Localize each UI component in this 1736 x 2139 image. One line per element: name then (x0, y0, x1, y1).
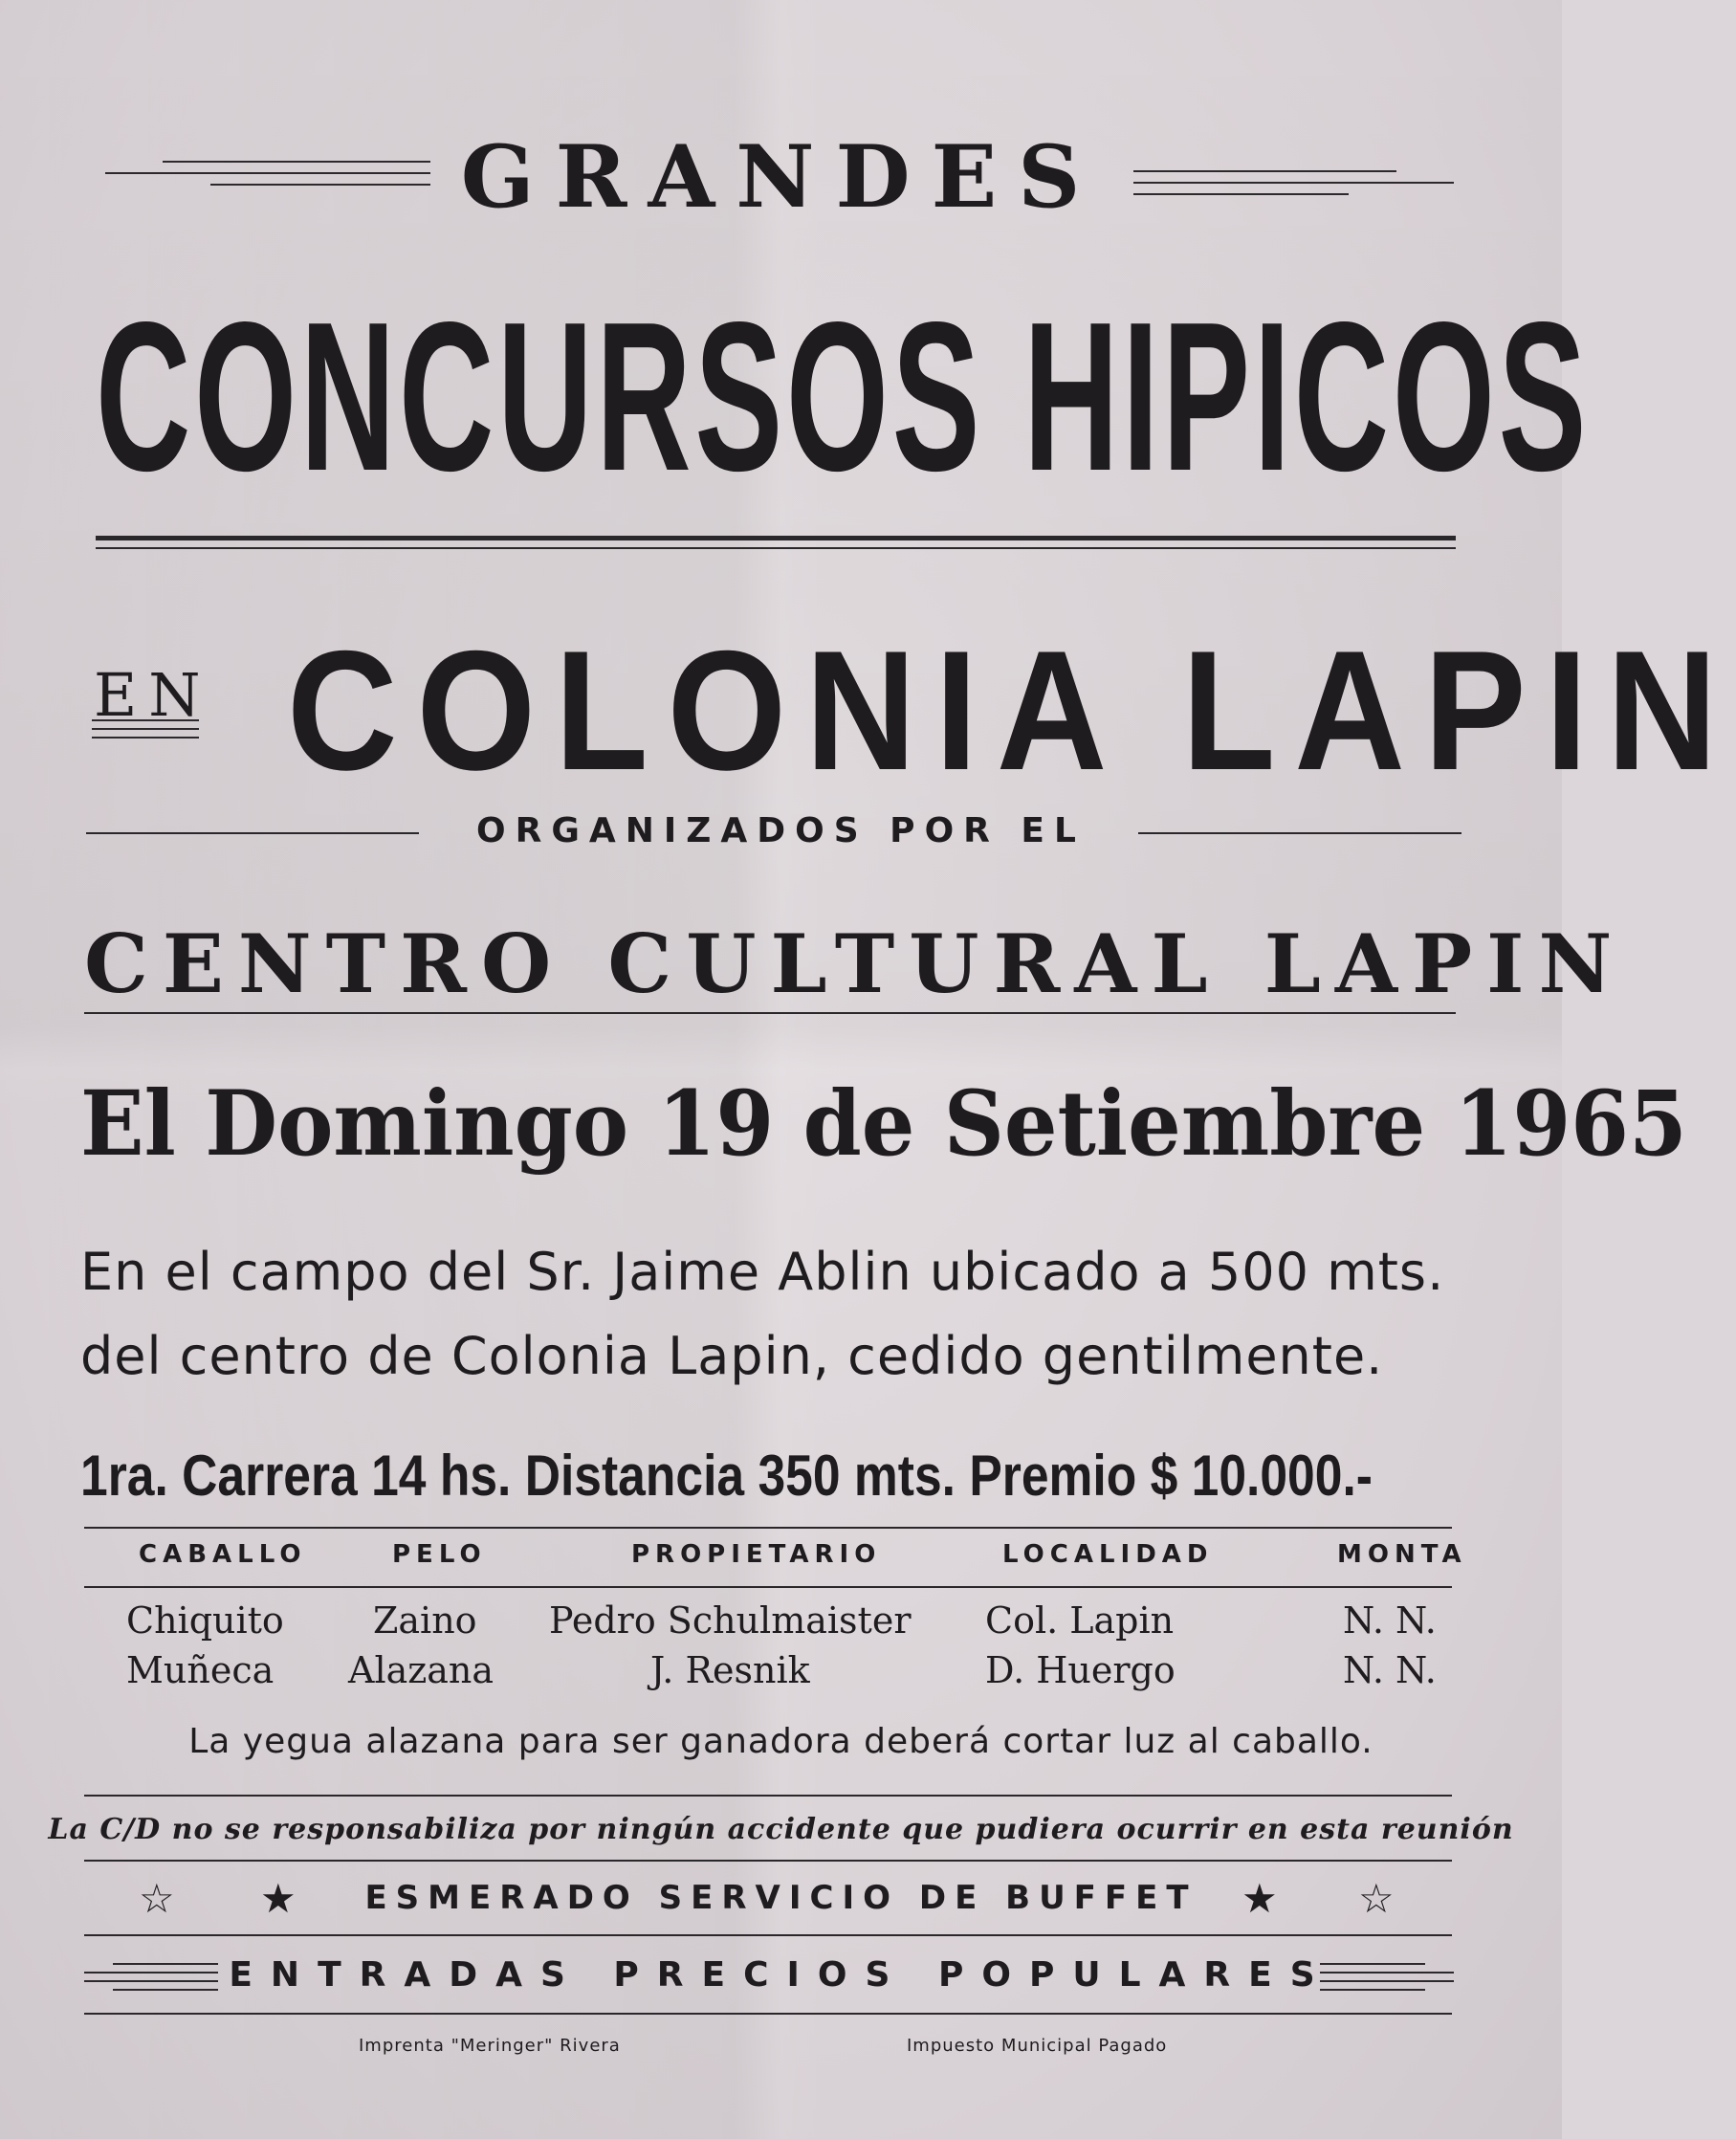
buffet-rule (84, 1934, 1452, 1936)
kicker-grandes: GRANDES (460, 126, 1102, 228)
table-top-rule (84, 1527, 1452, 1529)
en-lines (92, 719, 199, 748)
liability-disclaimer: La C/D no se responsabiliza por ningún accidente que pudiera ocurrir en esta reunión (48, 1813, 1514, 1846)
star-outline-icon: ☆ (1358, 1875, 1395, 1922)
header-monta: MONTA (1337, 1540, 1467, 1569)
entry-rule (84, 2013, 1452, 2015)
buffet-service: ESMERADO SERVICIO DE BUFFET (364, 1879, 1198, 1917)
row2-monta: N. N. (1343, 1649, 1437, 1691)
race-details: 1ra. Carrera 14 hs. Distancia 350 mts. Premio $ 10.000.- (80, 1444, 1373, 1508)
header-caballo: CABALLO (139, 1540, 307, 1569)
headline: CONCURSOS HIPICOS (96, 278, 1591, 516)
star-outline-icon: ☆ (139, 1875, 175, 1922)
row2-propietario: J. Resnik (650, 1649, 810, 1691)
organized-by: ORGANIZADOS POR EL (476, 811, 1086, 850)
organizer-underline (84, 1012, 1456, 1014)
en-label: EN (94, 660, 212, 730)
organizer-name: CENTRO CULTURAL LAPIN (84, 916, 1627, 1011)
event-date: El Domingo 19 de Setiembre 1965 (80, 1071, 1687, 1177)
municipal-tax: Impuesto Municipal Pagado (907, 2036, 1168, 2056)
header-propietario: PROPIETARIO (631, 1540, 882, 1569)
row1-pelo: Zaino (373, 1599, 477, 1642)
header-localidad: LOCALIDAD (1002, 1540, 1214, 1569)
star-solid-icon: ★ (260, 1875, 297, 1922)
venue-line-2: del centro de Colonia Lapin, cedido gentilmente. (80, 1326, 1384, 1386)
row2-caballo: Muñeca (126, 1649, 275, 1691)
headline-underline (96, 536, 1456, 540)
row1-monta: N. N. (1343, 1599, 1437, 1642)
venue-line-1: En el campo del Sr. Jaime Ablin ubicado a 500 mts. (80, 1242, 1445, 1302)
condition-rule (84, 1795, 1452, 1797)
row2-pelo: Alazana (348, 1649, 494, 1691)
headline-underline-thin (96, 547, 1456, 549)
table-header-rule (84, 1586, 1452, 1588)
row1-caballo: Chiquito (126, 1599, 284, 1642)
disclaimer-rule (84, 1860, 1452, 1862)
header-pelo: PELO (392, 1540, 487, 1569)
entry-prices: ENTRADAS PRECIOS POPULARES (229, 1955, 1333, 1995)
winning-condition: La yegua alazana para ser ganadora deberá cortar luz al caballo. (188, 1722, 1373, 1761)
row1-localidad: Col. Lapin (985, 1599, 1175, 1642)
printer-credit: Imprenta "Meringer" Rivera (359, 2036, 621, 2056)
place-name: COLONIA LAPIN (287, 615, 1736, 805)
row2-localidad: D. Huergo (985, 1649, 1176, 1691)
organized-rule-right (1138, 832, 1461, 834)
row1-propietario: Pedro Schulmaister (549, 1599, 912, 1642)
decorative-lines-right-bottom (1320, 1963, 1454, 1992)
star-solid-icon: ★ (1242, 1875, 1278, 1922)
decorative-lines-right-top (1133, 170, 1454, 199)
